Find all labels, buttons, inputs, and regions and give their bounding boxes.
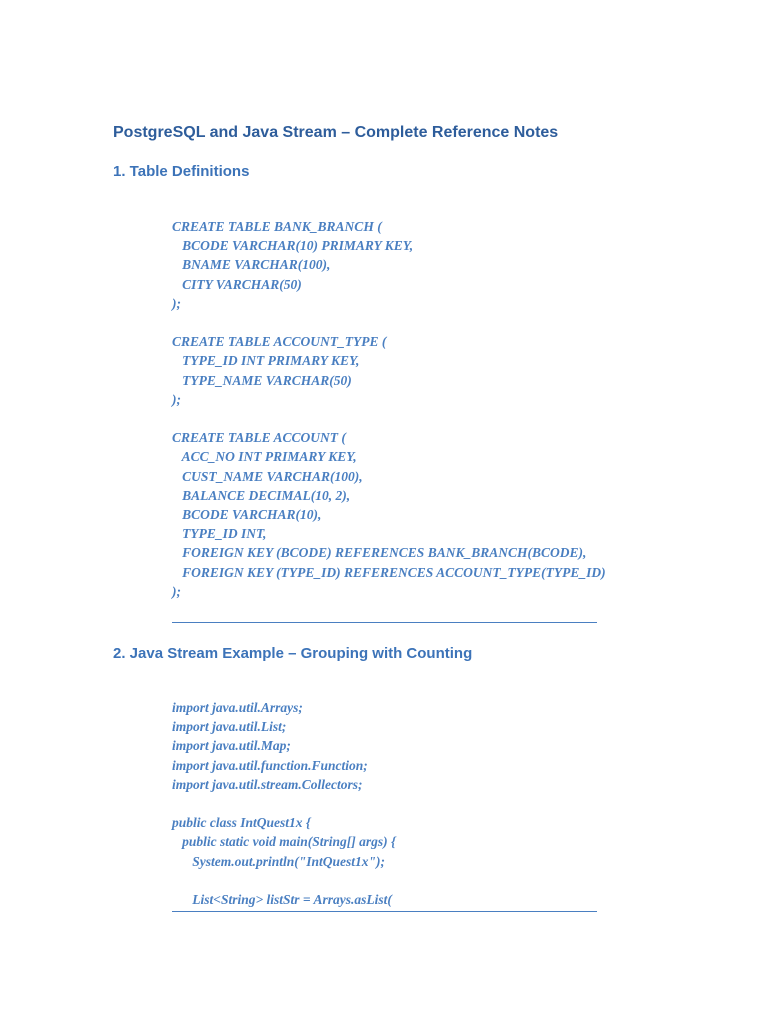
section-heading-table-definitions: 1. Table Definitions	[113, 163, 250, 180]
document-title: PostgreSQL and Java Stream – Complete Reference Notes	[113, 124, 559, 141]
section-divider	[172, 622, 597, 623]
java-code-block: import java.util.Arrays; import java.util.List; import java.util.Map; import java.util.function.Function; import java.util.stream.Collectors; public class IntQuest1x { public static void main(String[] args) { System.out.println("IntQuest1x"); List<String> listStr = Arrays.asList(	[172, 700, 396, 908]
sql-code-block: CREATE TABLE BANK_BRANCH ( BCODE VARCHAR(10) PRIMARY KEY, BNAME VARCHAR(100), CITY VARCHAR(50) ); CREATE TABLE ACCOUNT_TYPE ( TYPE_ID INT PRIMARY KEY, TYPE_NAME VARCHAR(50) ); CREATE TABLE ACCOUNT ( ACC_NO INT PRIMARY KEY, CUST_NAME VARCHAR(100), BALANCE DECIMAL(10, 2), BCODE VARCHAR(10), TYPE_ID INT, FOREIGN KEY (BCODE) REFERENCES BANK_BRANCH(BCODE), FOREIGN KEY (TYPE_ID) REFERENCES ACCOUNT_TYPE(TYPE_ID) );	[172, 219, 606, 599]
code-block-bottom-divider	[172, 911, 597, 912]
section-heading-java-stream: 2. Java Stream Example – Grouping with Counting	[113, 645, 473, 662]
